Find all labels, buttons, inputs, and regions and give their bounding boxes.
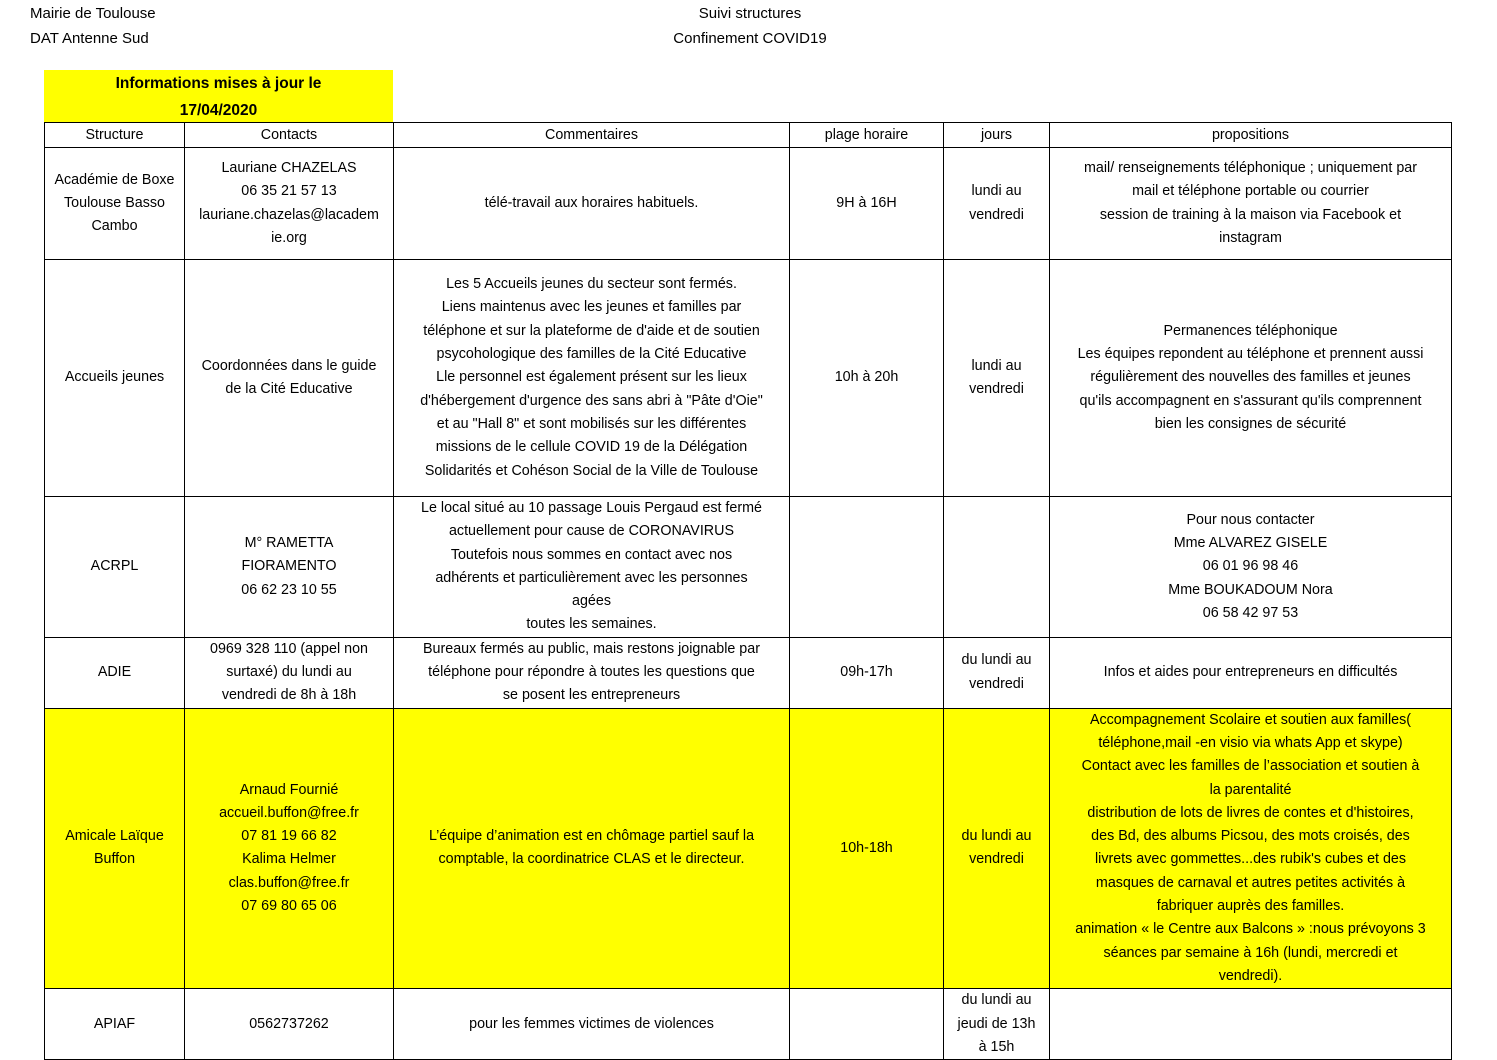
cell-commentaires: Le local situé au 10 passage Louis Pergaud est fermé actuellement pour cause de CORONAVIRUS Toutefois nous sommes en contact avec nos adhérents et particulièrement avec les personnes agées toutes les semaines.	[394, 497, 790, 638]
cell-plage-horaire: 09h-17h	[790, 637, 944, 708]
cell-jours: du lundi au jeudi de 13h à 15h	[944, 989, 1050, 1060]
header-center	[600, 1, 900, 51]
cell-plage-horaire: 9H à 16H	[790, 148, 944, 260]
column-header-structure: Structure	[45, 123, 185, 148]
cell-contacts: 0562737262	[185, 989, 394, 1060]
cell-structure: APIAF	[45, 989, 185, 1060]
header-city: Mairie de Toulouse	[30, 5, 156, 22]
column-header-plage-horaire: plage horaire	[790, 123, 944, 148]
cell-commentaires: pour les femmes victimes de violences	[394, 989, 790, 1060]
column-header-propositions: propositions	[1050, 123, 1452, 148]
cell-commentaires: L’équipe d’animation est en chômage partiel sauf la comptable, la coordinatrice CLAS et le directeur.	[394, 708, 790, 989]
cell-jours	[944, 497, 1050, 638]
update-date: 17/04/2020	[179, 102, 258, 119]
document-subtitle: Confinement COVID19	[673, 30, 827, 47]
cell-commentaires: télé-travail aux horaires habituels.	[394, 148, 790, 260]
header-left	[30, 1, 156, 51]
cell-plage-horaire: 10h-18h	[790, 708, 944, 989]
cell-structure: ACRPL	[45, 497, 185, 638]
table-row	[45, 989, 1452, 1060]
document-title: Suivi structures	[698, 5, 802, 22]
table-row	[45, 260, 1452, 497]
cell-commentaires: Bureaux fermés au public, mais restons joignable par téléphone pour répondre à toutes les questions que se posent les entrepreneurs	[394, 637, 790, 708]
cell-contacts: M° RAMETTA FIORAMENTO 06 62 23 10 55	[185, 497, 394, 638]
cell-propositions: Accompagnement Scolaire et soutien aux familles( téléphone,mail -en visio via whats App et skype) Contact avec les familles de l’association et soutien à la parentalité distribution de lots de livres de contes et d'histoires, des Bd, des albums Picsou, des mots croisés, des livrets avec gommettes...des rubik's cubes et des masques de carnaval et autres petites activités à fabriquer auprès des familles. animation « le Centre aux Balcons » :nous prévoyons 3 séances par semaine à 16h (lundi, mercredi et vendredi).	[1050, 708, 1452, 989]
cell-contacts: Arnaud Fournié accueil.buffon@free.fr 07 81 19 66 82 Kalima Helmer clas.buffon@free.fr 07 69 80 65 06	[185, 708, 394, 989]
cell-jours: du lundi au vendredi	[944, 708, 1050, 989]
cell-plage-horaire	[790, 497, 944, 638]
cell-propositions: Infos et aides pour entrepreneurs en difficultés	[1050, 637, 1452, 708]
table-header-row	[45, 123, 1452, 148]
cell-jours: du lundi au vendredi	[944, 637, 1050, 708]
cell-structure: Amicale Laïque Buffon	[45, 708, 185, 989]
column-header-commentaires: Commentaires	[394, 123, 790, 148]
cell-contacts: 0969 328 110 (appel non surtaxé) du lundi au vendredi de 8h à 18h	[185, 637, 394, 708]
column-header-contacts: Contacts	[185, 123, 394, 148]
table-row-highlighted	[45, 708, 1452, 989]
table-row	[45, 637, 1452, 708]
cell-commentaires: Les 5 Accueils jeunes du secteur sont fermés. Liens maintenus avec les jeunes et familles par téléphone et sur la plateforme de d'aide et de soutien psycohologique des familles de la Cité Educative Lle personnel est également présent sur les lieux d'hébergement d'urgence des sans abri à "Pâte d'Oie" et au "Hall 8" et sont mobilisés sur les différentes missions de le cellule COVID 19 de la Délégation Solidarités et Cohéson Social de la Ville de Toulouse	[394, 260, 790, 497]
structures-table	[44, 122, 1452, 1060]
cell-structure: Académie de Boxe Toulouse Basso Cambo	[45, 148, 185, 260]
update-info-box	[44, 70, 393, 122]
cell-structure: ADIE	[45, 637, 185, 708]
update-info-label: Informations mises à jour le	[115, 75, 322, 92]
cell-jours: lundi au vendredi	[944, 260, 1050, 497]
cell-contacts: Coordonnées dans le guide de la Cité Educative	[185, 260, 394, 497]
table-row	[45, 148, 1452, 260]
cell-propositions: Permanences téléphonique Les équipes repondent au téléphone et prennent aussi régulièrement des nouvelles des familles et jeunes qu'ils accompagnent en s'assurant qu'ils comprennent bien les consignes de sécurité	[1050, 260, 1452, 497]
cell-contacts: Lauriane CHAZELAS 06 35 21 57 13 lauriane.chazelas@lacadem ie.org	[185, 148, 394, 260]
cell-propositions: mail/ renseignements téléphonique ; uniquement par mail et téléphone portable ou courrier session de training à la maison via Facebook et instagram	[1050, 148, 1452, 260]
cell-propositions	[1050, 989, 1452, 1060]
table-row	[45, 497, 1452, 638]
cell-structure: Accueils jeunes	[45, 260, 185, 497]
cell-plage-horaire: 10h à 20h	[790, 260, 944, 497]
cell-propositions: Pour nous contacter Mme ALVAREZ GISELE 06 01 96 98 46 Mme BOUKADOUM Nora 06 58 42 97 53	[1050, 497, 1452, 638]
header-department: DAT Antenne Sud	[30, 30, 149, 47]
cell-plage-horaire	[790, 989, 944, 1060]
cell-jours: lundi au vendredi	[944, 148, 1050, 260]
column-header-jours: jours	[944, 123, 1050, 148]
